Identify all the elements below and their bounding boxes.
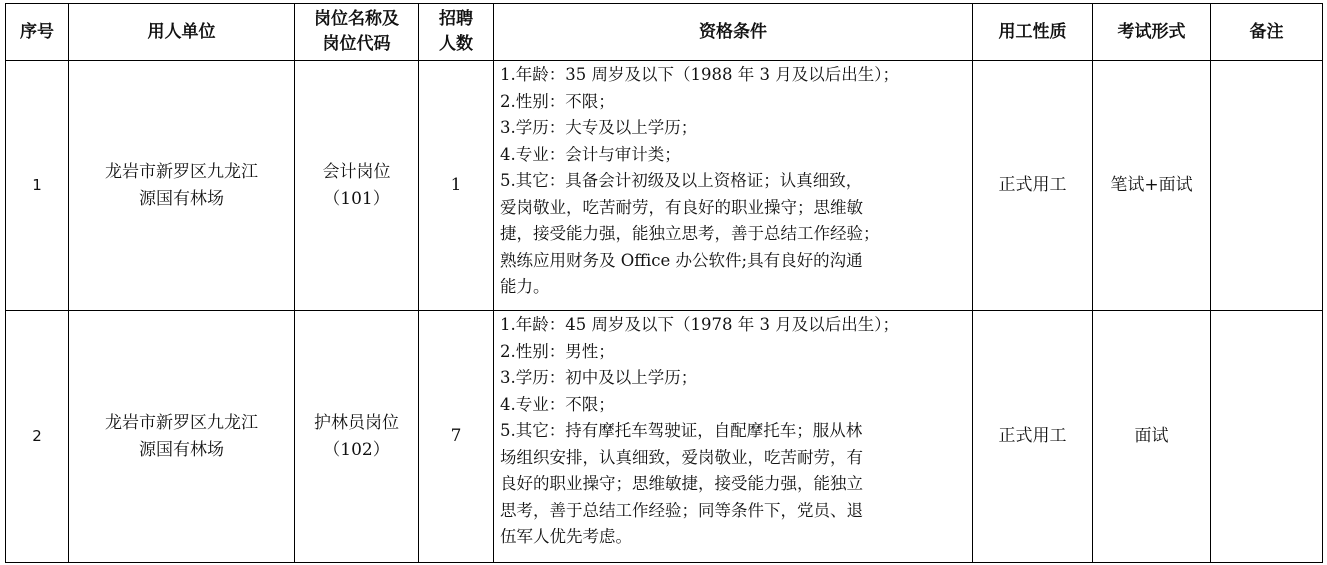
- qualification-line: 5.其它：具备会计初级及以上资格证；认真细致，: [500, 171, 863, 190]
- row-count: 7: [419, 311, 494, 563]
- header-qualifications: 资格条件: [494, 4, 973, 61]
- header-count: [419, 4, 494, 61]
- row-employer-line1: 龙岩市新罗区九龙江: [105, 412, 258, 433]
- qualification-line: 4.专业：会计与审计类；: [500, 144, 681, 164]
- row-exam-format: 面试: [1093, 311, 1211, 563]
- qualification-line: 4.专业：不限；: [500, 394, 615, 414]
- qualification-line: 场组织安排，认真细致，爱岗敬业，吃苦耐劳，有: [500, 447, 863, 467]
- header-position-line1: 岗位名称及: [314, 9, 399, 29]
- row-position: [295, 61, 419, 311]
- qualification-line: 捷，接受能力强，能独立思考，善于总结工作经验；: [500, 224, 880, 243]
- header-employer: 用人单位: [69, 4, 295, 61]
- row-count: 1: [419, 61, 494, 311]
- row-remarks: [1211, 311, 1323, 563]
- header-row: [6, 4, 1323, 61]
- qualification-line: 3.学历：初中及以上学历；: [500, 368, 698, 387]
- row-position-name: 会计岗位: [322, 161, 391, 182]
- row-employer-line2: 源国有林场: [139, 439, 224, 460]
- qualification-line: 1.年龄：45 周岁及以下（1978 年 3 月及以后出生）；: [500, 315, 899, 334]
- qualification-line: 2.性别：不限；: [500, 91, 615, 111]
- row-position: [295, 311, 419, 563]
- qualification-line: 3.学历：大专及以上学历；: [500, 118, 698, 137]
- qualification-line: 5.其它：持有摩托车驾驶证，自配摩托车；服从林: [500, 421, 863, 440]
- row-employer-line1: 龙岩市新罗区九龙江: [105, 161, 258, 182]
- row-qualifications: [494, 61, 973, 311]
- row-remarks: [1211, 61, 1323, 311]
- qualification-line: 爱岗敬业，吃苦耐劳，有良好的职业操守；思维敏: [500, 197, 863, 217]
- qualification-line: 熟练应用财务及 Office 办公软件;具有良好的沟通: [500, 250, 863, 270]
- qualification-line: 伍军人优先考虑。: [500, 527, 632, 546]
- header-count-line1: 招聘: [439, 9, 473, 29]
- table-row: [6, 311, 1323, 563]
- row-qualifications: [494, 311, 973, 563]
- qualification-line: 1.年龄：35 周岁及以下（1988 年 3 月及以后出生）；: [500, 65, 899, 84]
- header-position: [295, 4, 419, 61]
- qualification-line: 良好的职业操守；思维敏捷，接受能力强，能独立: [500, 474, 863, 493]
- qualification-line: 能力。: [500, 277, 550, 296]
- header-count-line2: 人数: [439, 34, 473, 54]
- recruitment-table: [5, 3, 1323, 563]
- header-seq: 序号: [6, 4, 69, 61]
- header-exam-format: 考试形式: [1093, 4, 1211, 61]
- row-seq: 1: [6, 61, 69, 311]
- row-position-code: （102）: [323, 439, 390, 460]
- row-exam-format: 笔试+面试: [1093, 61, 1211, 311]
- row-employer-line2: 源国有林场: [139, 188, 224, 209]
- row-employment-type: 正式用工: [973, 61, 1093, 311]
- row-employer: [69, 61, 295, 311]
- row-employer: [69, 311, 295, 563]
- row-seq: 2: [6, 311, 69, 563]
- row-employment-type: 正式用工: [973, 311, 1093, 563]
- row-position-code: （101）: [323, 188, 390, 209]
- qualification-line: 思考，善于总结工作经验；同等条件下，党员、退: [500, 500, 863, 520]
- row-position-name: 护林员岗位: [314, 412, 399, 433]
- table-row: [6, 61, 1323, 311]
- header-employment-type: 用工性质: [973, 4, 1093, 61]
- header-position-line2: 岗位代码: [322, 34, 391, 54]
- qualification-line: 2.性别：男性；: [500, 341, 615, 361]
- header-remarks: 备注: [1211, 4, 1323, 61]
